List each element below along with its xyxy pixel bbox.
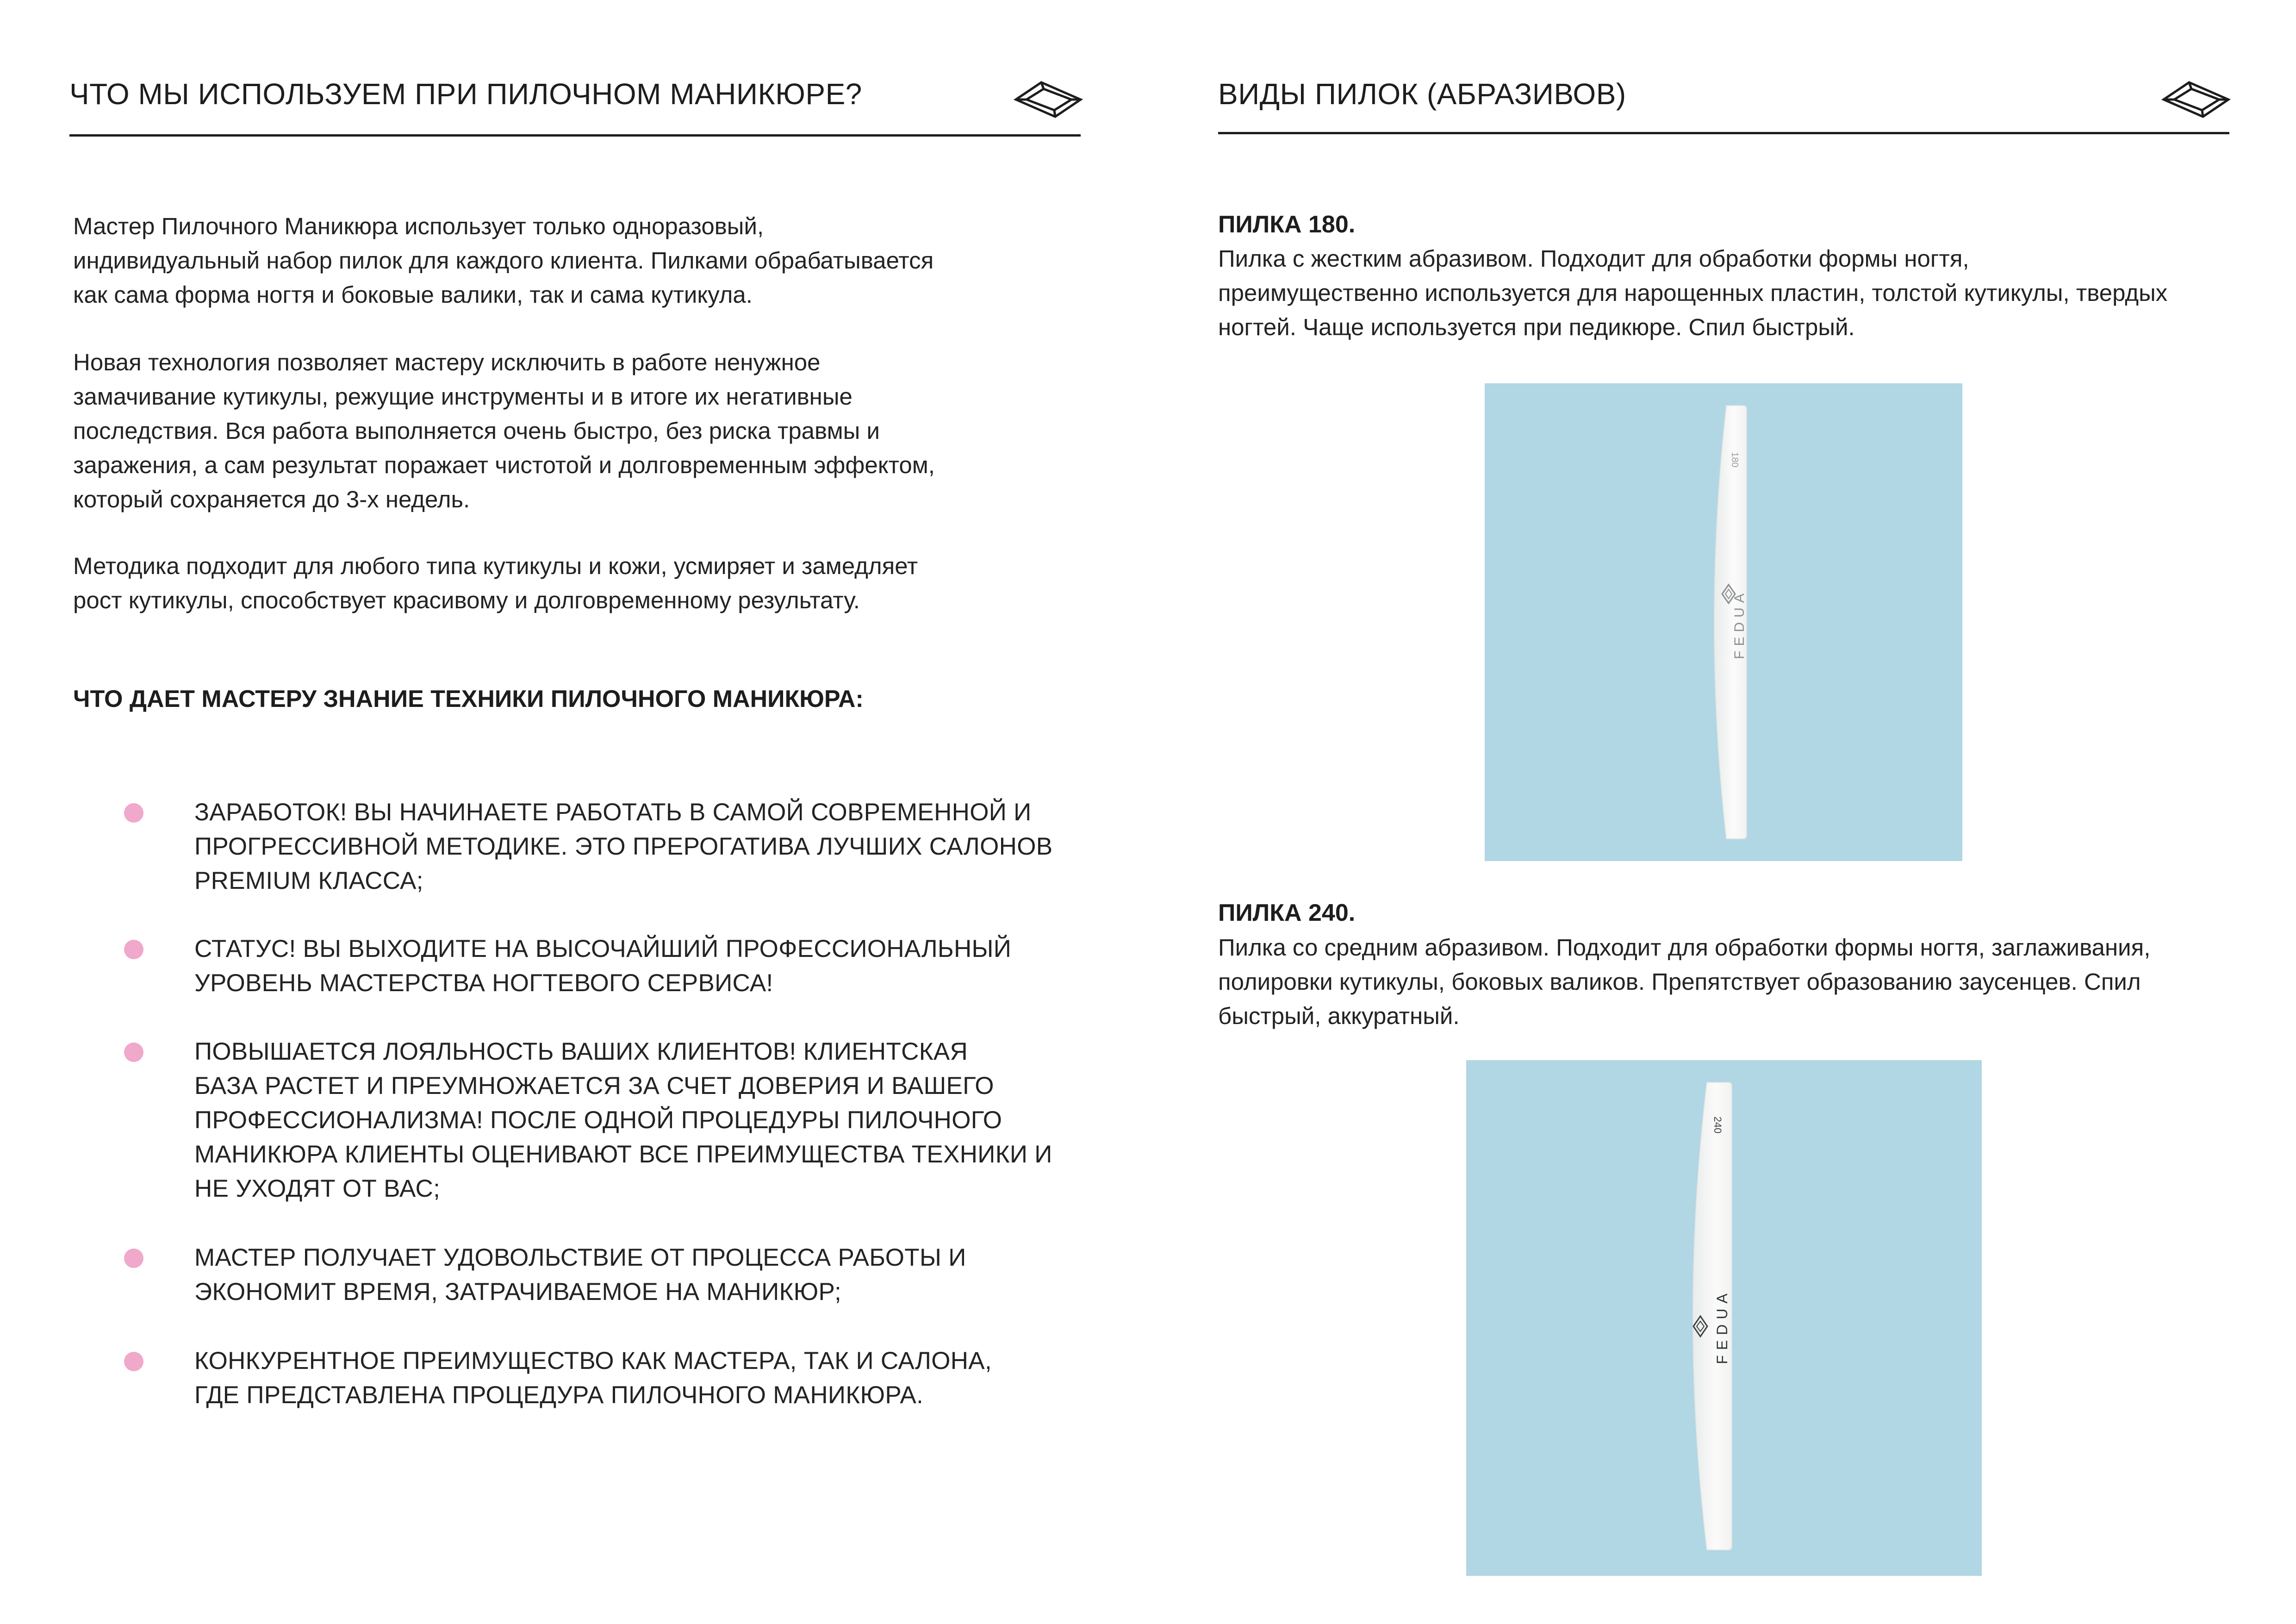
- description-line: Пилка со средним абразивом. Подходит для обработки формы ногтя, заглаживания,: [1218, 934, 2151, 961]
- technology-line: замачивание кутикулы, режущие инструменты и в итоге их негативные: [73, 383, 852, 410]
- file-240-title: ПИЛКА 240.: [1218, 899, 1356, 926]
- bullet-dot: [124, 940, 143, 959]
- bullet-line: PREMIUM КЛАССА;: [194, 867, 423, 894]
- description-line: преимущественно используется для нарощенных пластин, толстой кутикулы, твердых: [1218, 280, 2168, 306]
- diamond-logo-icon: [2161, 79, 2231, 120]
- description-line: полировки кутикулы, боковых валиков. Препятствует образованию заусенцев. Спил: [1218, 968, 2141, 995]
- file-180-grit-label: 180: [1730, 452, 1740, 468]
- bullet-line: КОНКУРЕНТНОЕ ПРЕИМУЩЕСТВО КАК МАСТЕРА, ТАК И САЛОНА,: [194, 1347, 992, 1374]
- method-line: Методика подходит для любого типа кутикулы и кожи, усмиряет и замедляет: [73, 553, 918, 579]
- description-line: быстрый, аккуратный.: [1218, 1003, 1460, 1029]
- bullet-line: ПРОФЕССИОНАЛИЗМА! ПОСЛЕ ОДНОЙ ПРОЦЕДУРЫ ПИЛОЧНОГО: [194, 1106, 1002, 1134]
- file-240-photo: [1466, 1060, 1982, 1576]
- benefits-subheading: ЧТО ДАЕТ МАСТЕРУ ЗНАНИЕ ТЕХНИКИ ПИЛОЧНОГО МАНИКЮРА:: [73, 686, 864, 712]
- bullet-line: СТАТУС! ВЫ ВЫХОДИТЕ НА ВЫСОЧАЙШИЙ ПРОФЕССИОНАЛЬНЫЙ: [194, 935, 1012, 962]
- bullet-line: МАСТЕР ПОЛУЧАЕТ УДОВОЛЬСТВИЕ ОТ ПРОЦЕССА РАБОТЫ И: [194, 1244, 966, 1271]
- bullet-dot: [124, 1043, 143, 1062]
- technology-line: Новая технология позволяет мастеру исключить в работе ненужное: [73, 349, 821, 375]
- left-header-rule: [69, 134, 1081, 137]
- technology-line: который сохраняется до 3-х недель.: [73, 486, 470, 512]
- file-240-description: [1218, 931, 2150, 1033]
- right-header-title: ВИДЫ ПИЛОК (АБРАЗИВОВ): [1218, 77, 1626, 111]
- technology-paragraph: [73, 345, 935, 517]
- technology-line: заражения, а сам результат поражает чистотой и долговременным эффектом,: [73, 452, 935, 478]
- file-240-brand-label: FEDUA: [1714, 1288, 1730, 1364]
- description-line: ногтей. Чаще используется при педикюре. Спил быстрый.: [1218, 314, 1855, 340]
- bullet-line: НЕ УХОДЯТ ОТ ВАС;: [194, 1175, 441, 1202]
- bullet-line: ЭКОНОМИТ ВРЕМЯ, ЗАТРАЧИВАЕМОЕ НА МАНИКЮР;: [194, 1278, 841, 1305]
- intro-line: Мастер Пилочного Маникюра использует только одноразовый,: [73, 213, 764, 239]
- intro-paragraph: [73, 209, 933, 312]
- description-line: Пилка с жестким абразивом. Подходит для обработки формы ногтя,: [1218, 245, 1969, 272]
- technology-line: последствия. Вся работа выполняется очень быстро, без риска травмы и: [73, 418, 880, 444]
- file-180-description: [1218, 242, 2167, 344]
- file-240-grit-label: 240: [1712, 1116, 1724, 1134]
- bullet-line: МАНИКЮРА КЛИЕНТЫ ОЦЕНИВАЮТ ВСЕ ПРЕИМУЩЕСТВА ТЕХНИКИ И: [194, 1141, 1052, 1168]
- bullet-dot: [124, 1249, 143, 1268]
- bullet-line: БАЗА РАСТЕТ И ПРЕУМНОЖАЕТСЯ ЗА СЧЕТ ДОВЕРИЯ И ВАШЕГО: [194, 1072, 994, 1099]
- diamond-logo-icon: [1014, 79, 1083, 120]
- method-line: рост кутикулы, способствует красивому и долговременному результату.: [73, 587, 860, 613]
- bullet-line: ПОВЫШАЕТСЯ ЛОЯЛЬНОСТЬ ВАШИХ КЛИЕНТОВ! КЛИЕНТСКАЯ: [194, 1038, 968, 1065]
- file-180-brand-label: FEDUA: [1732, 589, 1747, 659]
- bullet-line: ЗАРАБОТОК! ВЫ НАЧИНАЕТЕ РАБОТАТЬ В САМОЙ СОВРЕМЕННОЙ И: [194, 799, 1032, 826]
- method-paragraph: [73, 549, 918, 618]
- file-180-photo: [1485, 383, 1962, 861]
- bullet-dot: [124, 1352, 143, 1371]
- intro-line: как сама форма ногтя и боковые валики, так и сама кутикула.: [73, 281, 753, 308]
- right-header-rule: [1218, 132, 2229, 134]
- bullet-line: ГДЕ ПРЕДСТАВЛЕНА ПРОЦЕДУРА ПИЛОЧНОГО МАНИКЮРА.: [194, 1381, 924, 1409]
- intro-line: индивидуальный набор пилок для каждого клиента. Пилками обрабатывается: [73, 247, 934, 274]
- bullet-dot: [124, 803, 143, 823]
- file-180-title: ПИЛКА 180.: [1218, 211, 1356, 238]
- bullet-line: ПРОГРЕССИВНОЙ МЕТОДИКЕ. ЭТО ПРЕРОГАТИВА ЛУЧШИХ САЛОНОВ: [194, 833, 1053, 860]
- bullet-line: УРОВЕНЬ МАСТЕРСТВА НОГТЕВОГО СЕРВИСА!: [194, 969, 773, 997]
- left-header-title: ЧТО МЫ ИСПОЛЬЗУЕМ ПРИ ПИЛОЧНОМ МАНИКЮРЕ?: [69, 77, 862, 111]
